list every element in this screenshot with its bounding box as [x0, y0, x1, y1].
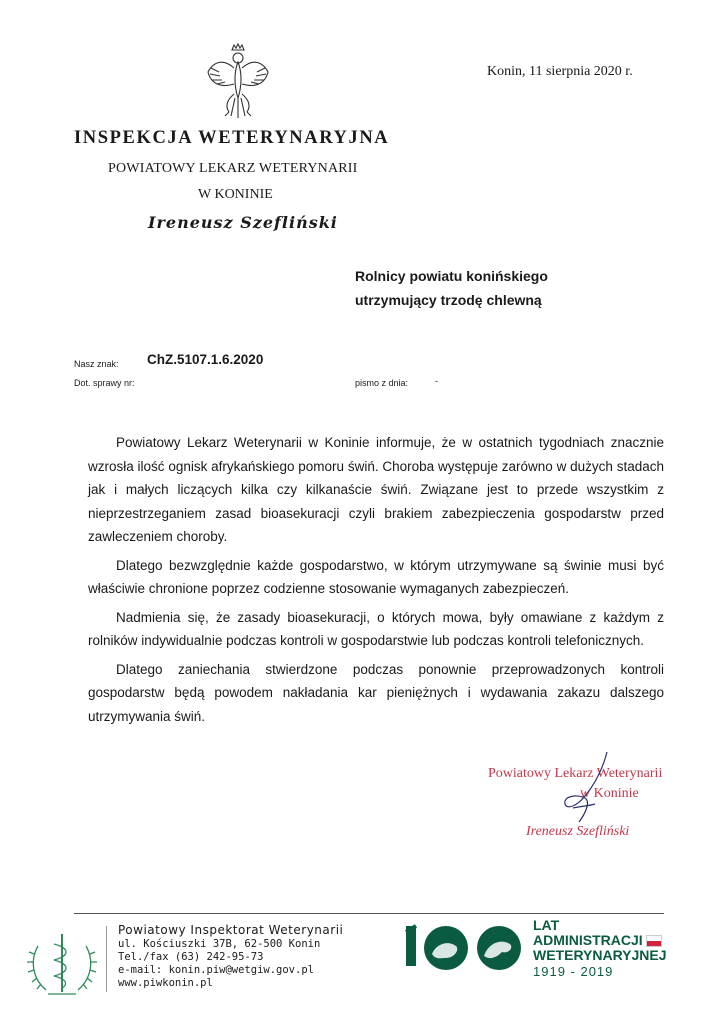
paragraph: Powiatowy Lekarz Weterynarii w Koninie informuje, że w ostatnich tygodniach znacznie wzrosła ilość ognisk afrykańskiego pomoru świń. Choroba występuje zarówno w dużych stadach jak i małych liczących kilka czy kilkanaście świń. Związane jest to przede wszystkim z nieprzestrzeganiem zasad bioasekuracji czyli brakiem zabezpieczenia gospodarstw przed zawleczeniem choroby.	[88, 435, 664, 544]
anniversary-line3: WETERYNARYJNEJ	[533, 947, 667, 963]
eagle-emblem-icon	[205, 42, 271, 120]
our-ref-value: ChZ.5107.1.6.2020	[147, 352, 264, 367]
handwritten-signature	[555, 748, 625, 828]
institution-name: INSPEKCJA WETERYNARYJNA	[74, 128, 390, 148]
letter-body	[88, 431, 664, 733]
stamp-line3: Ireneusz Szefliński	[526, 824, 630, 839]
anniversary-text	[533, 918, 667, 979]
anniversary-years: 1919 - 2019	[533, 964, 614, 979]
footer-divider	[74, 913, 664, 914]
letter-date: Konin, 11 sierpnia 2020 r.	[487, 64, 633, 79]
recipient-line2: utrzymujący trzodę chlewną	[355, 292, 542, 308]
letter-date-label: pismo z dnia:	[355, 378, 409, 388]
anniversary-line1: LAT	[533, 917, 560, 933]
footer-separator	[106, 926, 107, 992]
paragraph: Dlatego bezwzględnie każde gospodarstwo, w którym utrzymywane są świnie musi być właściwie chronione poprzez codzienne stosowanie wymaganych zabezpieczeń.	[88, 557, 664, 596]
polish-flag-icon	[646, 935, 662, 947]
footer-email[interactable]: e-mail: konin.piw@wetgiw.gov.pl	[118, 964, 314, 976]
office-title: POWIATOWY LEKARZ WETERYNARII	[108, 161, 358, 176]
stamp-line1: Powiatowy Lekarz Weterynarii	[488, 766, 663, 781]
case-number-label: Dot. sprawy nr:	[74, 378, 135, 388]
office-location: W KONINIE	[198, 187, 273, 202]
footer-org-name: Powiatowy Inspektorat Weterynarii	[118, 923, 344, 937]
anniversary-line2: ADMINISTRACJI	[533, 932, 643, 948]
footer-website[interactable]: www.piwkonin.pl	[118, 977, 213, 989]
footer-phone: Tel./fax (63) 242-95-73	[118, 951, 264, 963]
recipient-line1: Rolnicy powiatu konińskiego	[355, 268, 548, 284]
paragraph: Nadmienia się, że zasady bioasekuracji, o których mowa, były omawiane z każdym z rolników indywidualnie podczas kontroli w gospodarstwie lub podczas kontroli telefonicznych.	[88, 609, 664, 648]
paragraph: Dlatego zaniechania stwierdzone podczas ponownie przeprowadzonych kontroli gospodarstw będą powodem nakładania kar pieniężnych i wydawania zakazu dalszego utrzymywania świń.	[88, 661, 664, 724]
recipient	[355, 264, 548, 312]
officer-name: Ireneusz Szefliński	[148, 213, 338, 232]
stamp-line2: w Koninie	[580, 786, 639, 801]
footer-contact	[118, 924, 343, 990]
letter-date-value: -	[435, 376, 438, 386]
footer-address: ul. Kościuszki 37B, 62-500 Konin	[118, 938, 321, 950]
veterinary-logo-icon	[24, 926, 100, 1002]
anniversary-100-logo-icon	[404, 918, 526, 978]
our-ref-label: Nasz znak:	[74, 359, 119, 369]
anniversary-line2-row	[533, 933, 667, 948]
